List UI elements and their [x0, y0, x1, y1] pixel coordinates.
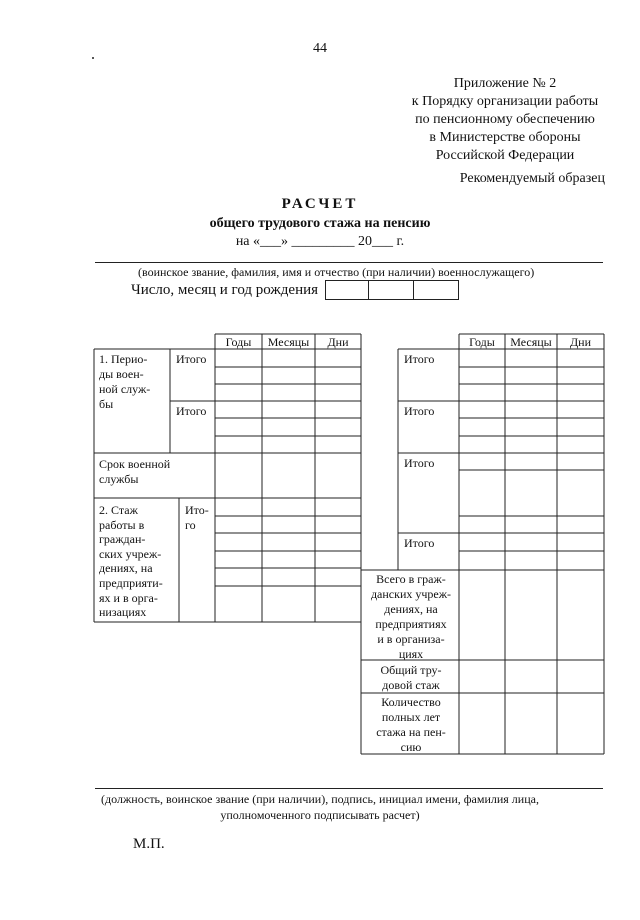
dob-day-box[interactable]: [325, 280, 369, 300]
itogo-label: Итого: [176, 404, 207, 418]
label-line: довой стаж: [382, 678, 440, 692]
appendix-header: [380, 75, 630, 165]
left-col-months: Месяцы: [267, 335, 310, 349]
itogo-label: Итого: [404, 352, 435, 366]
label-line: полных лет: [381, 710, 441, 724]
label-line: и в организа-: [377, 632, 445, 646]
date-line: на «___» _________ 20___ г.: [235, 234, 405, 249]
person-name-line: [95, 262, 603, 263]
appendix-line: Приложение № 2: [453, 76, 557, 91]
appendix-line: Российской Федерации: [435, 148, 575, 163]
general-stazh-label: [365, 663, 457, 693]
label-line: 1. Перио-: [99, 352, 148, 366]
right-col-months: Месяцы: [510, 335, 552, 349]
label-line: ды воен-: [99, 367, 144, 381]
label-line: данских учреж-: [370, 587, 452, 601]
label-line: Количество: [381, 695, 441, 709]
label-line: ной служ-: [99, 382, 151, 396]
stamp-place: М.П.: [133, 836, 165, 852]
label-line: граждан-: [99, 532, 146, 547]
caption-line: (должность, воинское звание (при наличии), подпись, инициал имени, фамилия лица,: [101, 792, 539, 806]
label-line: ях и в орга-: [99, 590, 158, 605]
itogo-label: Итого: [176, 352, 207, 366]
full-years-label: [365, 695, 457, 755]
caption-line: уполномоченного подписывать расчет): [220, 808, 420, 822]
document-title: РАСЧЕТ: [281, 196, 359, 212]
total-civil-label: [365, 572, 457, 662]
military-period-label: [99, 352, 150, 412]
label-line: ских учреж-: [99, 546, 162, 561]
label-line: работы в: [99, 517, 145, 532]
label-line: циях: [398, 647, 424, 661]
appendix-line: к Порядку организации работы: [411, 94, 599, 109]
itogo-label: Итого: [404, 404, 435, 418]
person-caption: (воинское звание, фамилия, имя и отчество (при наличии) военнослужащего): [138, 265, 535, 279]
label-line: Всего в граж-: [376, 572, 446, 586]
label-line: дениях, на: [99, 561, 153, 576]
dob-label: Число, месяц и год рождения: [131, 282, 319, 298]
document-subtitle: общего трудового стажа на пенсию: [209, 216, 431, 231]
recommended-sample-label: Рекомендуемый образец: [459, 171, 605, 186]
page-number: 44: [313, 41, 327, 56]
label-line: бы: [99, 397, 114, 411]
dob-month-box[interactable]: [368, 280, 414, 300]
label-line: Ито-: [185, 503, 209, 517]
service-term-label: [99, 457, 170, 487]
label-line: низациях: [99, 605, 147, 620]
dob-year-box[interactable]: [413, 280, 459, 300]
itogo-split-label: [185, 503, 209, 533]
signature-line: [95, 788, 603, 789]
label-line: 2. Стаж: [99, 503, 138, 517]
label-line: дениях, на: [384, 602, 438, 616]
label-line: сию: [400, 740, 422, 754]
right-col-years: Годы: [469, 335, 495, 349]
label-line: Срок военной: [99, 457, 171, 471]
civil-work-label: [99, 503, 163, 620]
label-line: Общий тру-: [380, 663, 442, 677]
appendix-line: в Министерстве обороны: [429, 130, 581, 145]
itogo-label: Итого: [404, 456, 435, 470]
signature-caption: [0, 791, 640, 823]
label-line: стажа на пен-: [376, 725, 446, 739]
label-line: предприятиях: [375, 617, 447, 631]
right-col-days: Дни: [569, 335, 592, 349]
stray-dot: [92, 57, 94, 59]
left-col-years: Годы: [225, 335, 252, 349]
appendix-line: по пенсионному обеспечению: [415, 112, 595, 127]
label-line: предприяти-: [99, 575, 163, 590]
left-col-days: Дни: [327, 335, 349, 349]
label-line: го: [185, 518, 196, 532]
label-line: службы: [99, 472, 139, 486]
itogo-label: Итого: [404, 536, 435, 550]
